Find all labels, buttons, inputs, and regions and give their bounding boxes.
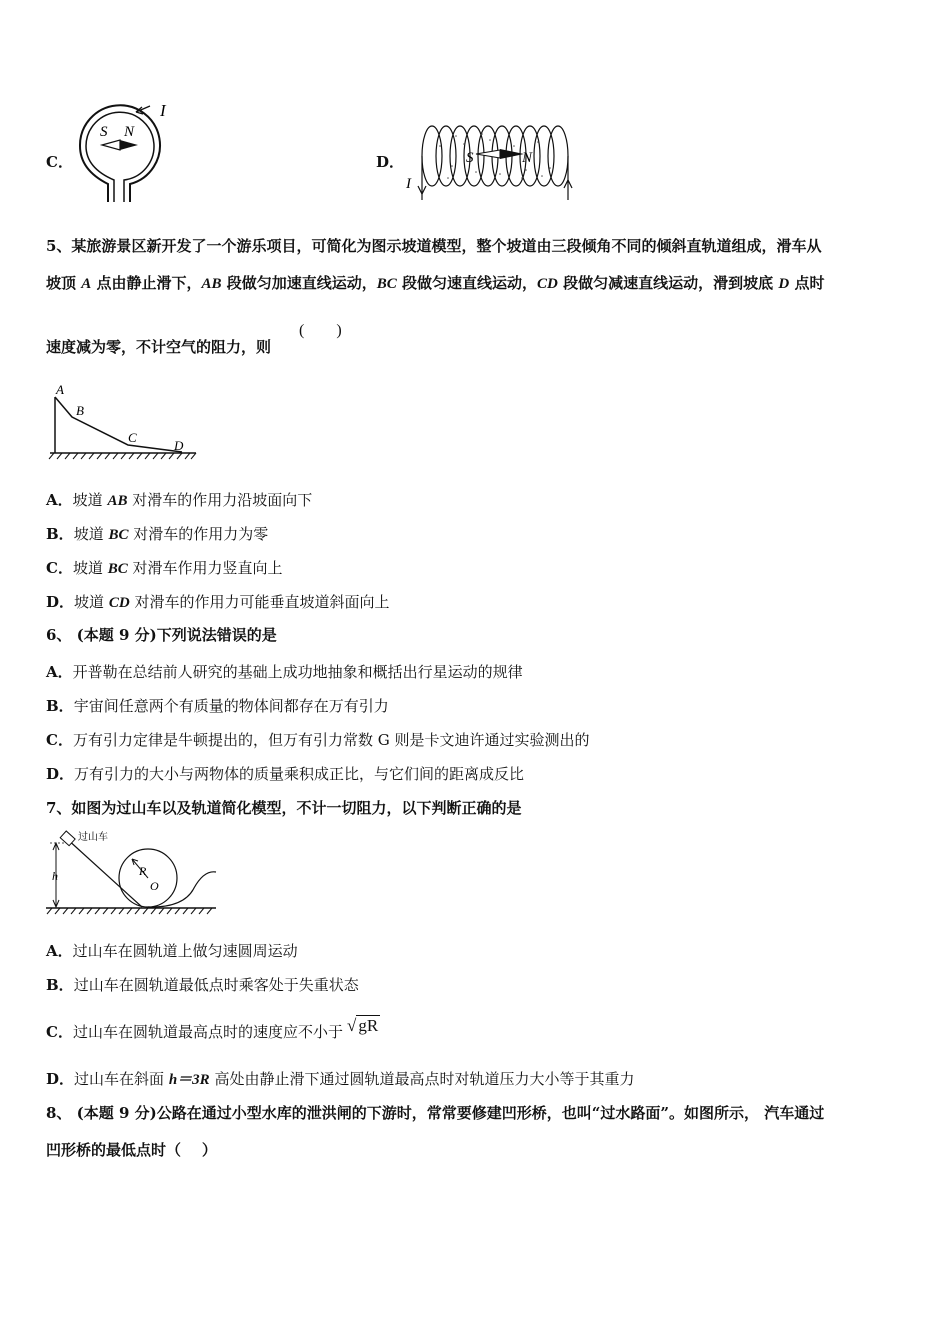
q5-answer-paren: ( ) bbox=[299, 322, 342, 339]
q5-stem-line-1: 5、某旅游景区新开发了一个游乐项目，可简化为图示坡道模型，整个坡道由三段倾角不同的倾斜直轨道组成，滑车从 bbox=[46, 237, 822, 255]
q4d-south-label: S bbox=[466, 150, 474, 166]
q7-option-c[interactable]: C．过山车在圆轨道最高点时的速度应不小于 √ gR bbox=[46, 1016, 379, 1041]
q7-option-b[interactable]: B．过山车在圆轨道最低点时乘客处于失重状态 bbox=[46, 976, 359, 994]
q4-option-d-figure bbox=[404, 116, 584, 204]
q5-slope-figure bbox=[46, 380, 206, 466]
q4-option-c-figure bbox=[70, 98, 180, 208]
q6-option-b[interactable]: B．宇宙间任意两个有质量的物体间都存在万有引力 bbox=[46, 697, 389, 715]
q7-stem: 7、如图为过山车以及轨道简化模型，不计一切阻力，以下判断正确的是 bbox=[46, 799, 522, 817]
q4d-current-label: I bbox=[406, 176, 411, 192]
q5-stem-line-3: 速度减为零，不计空气的阻力，则 bbox=[46, 338, 272, 356]
q7-incline bbox=[66, 838, 142, 907]
q7-option-d[interactable]: D．过山车在斜面 h＝3R 高处由静止滑下通过圆轨道最高点时对轨道压力大小等于其重力 bbox=[46, 1070, 635, 1088]
q8-stem-line-2: 凹形桥的最低点时（ ） bbox=[46, 1141, 217, 1159]
q5-point-a: A bbox=[56, 382, 64, 397]
q5-option-c[interactable]: C．坡道 BC 对滑车作用力竖直向上 bbox=[46, 559, 283, 577]
q4c-south-label: S bbox=[100, 124, 108, 140]
q6-stem: 6、 (本题 9 分)下列说法错误的是 bbox=[46, 626, 277, 644]
q7-radius-label: R bbox=[139, 864, 147, 878]
q5-point-c: C bbox=[128, 430, 137, 445]
q6-option-c[interactable]: C．万有引力定律是牛顿提出的，但万有引力常数 G 则是卡文迪许通过实验测出的 bbox=[46, 731, 590, 749]
q4d-north-label: N bbox=[522, 150, 533, 166]
q5-point-d: D bbox=[174, 438, 184, 453]
q4c-needle-south bbox=[102, 140, 120, 150]
q5-option-b[interactable]: B．坡道 BC 对滑车的作用力为零 bbox=[46, 525, 269, 543]
q7-option-a[interactable]: A．过山车在圆轨道上做匀速圆周运动 bbox=[46, 942, 298, 960]
q5-slope-track bbox=[55, 397, 182, 452]
q6-option-a[interactable]: A．开普勒在总结前人研究的基础上成功地抽象和概括出行星运动的规律 bbox=[46, 663, 523, 681]
q8-stem-line-1: 8、 (本题 9 分)公路在通过小型水库的泄洪闸的下游时，常常要修建凹形桥，也叫“过水路面”。如图所示， 汽车通过 bbox=[46, 1104, 825, 1122]
q5-point-b: B bbox=[76, 403, 84, 418]
q4d-needle-south bbox=[476, 150, 500, 158]
q5-stem-line-2: 坡顶 A 点由静止滑下，AB 段做匀加速直线运动，BC 段做匀速直线运动，CD 段做匀减速直线运动，滑到坡底 D 点时 bbox=[46, 274, 825, 292]
q5-ground-hatch bbox=[49, 453, 196, 459]
q4c-north-label: N bbox=[124, 124, 135, 140]
q4c-current-label: I bbox=[160, 101, 166, 120]
q5-option-d[interactable]: D．坡道 CD 对滑车的作用力可能垂直坡道斜面向上 bbox=[46, 593, 390, 611]
q7-sqrt-gr: √ gR bbox=[346, 1016, 379, 1035]
q4c-needle-north bbox=[120, 140, 138, 150]
q4-option-d-label: D． bbox=[376, 153, 405, 171]
q7-car-label: 过山车 bbox=[78, 832, 108, 843]
q6-option-d[interactable]: D．万有引力的大小与两物体的质量乘积成正比，与它们间的距离成反比 bbox=[46, 765, 525, 783]
q7-height-label: h bbox=[52, 869, 58, 883]
q7-rollercoaster-figure bbox=[44, 828, 224, 916]
q4-option-c-label: C． bbox=[46, 153, 73, 171]
q5-option-a[interactable]: A．坡道 AB 对滑车的作用力沿坡面向下 bbox=[46, 491, 313, 509]
q7-center-label: O bbox=[150, 879, 159, 893]
q7-ground-hatch bbox=[47, 908, 212, 914]
